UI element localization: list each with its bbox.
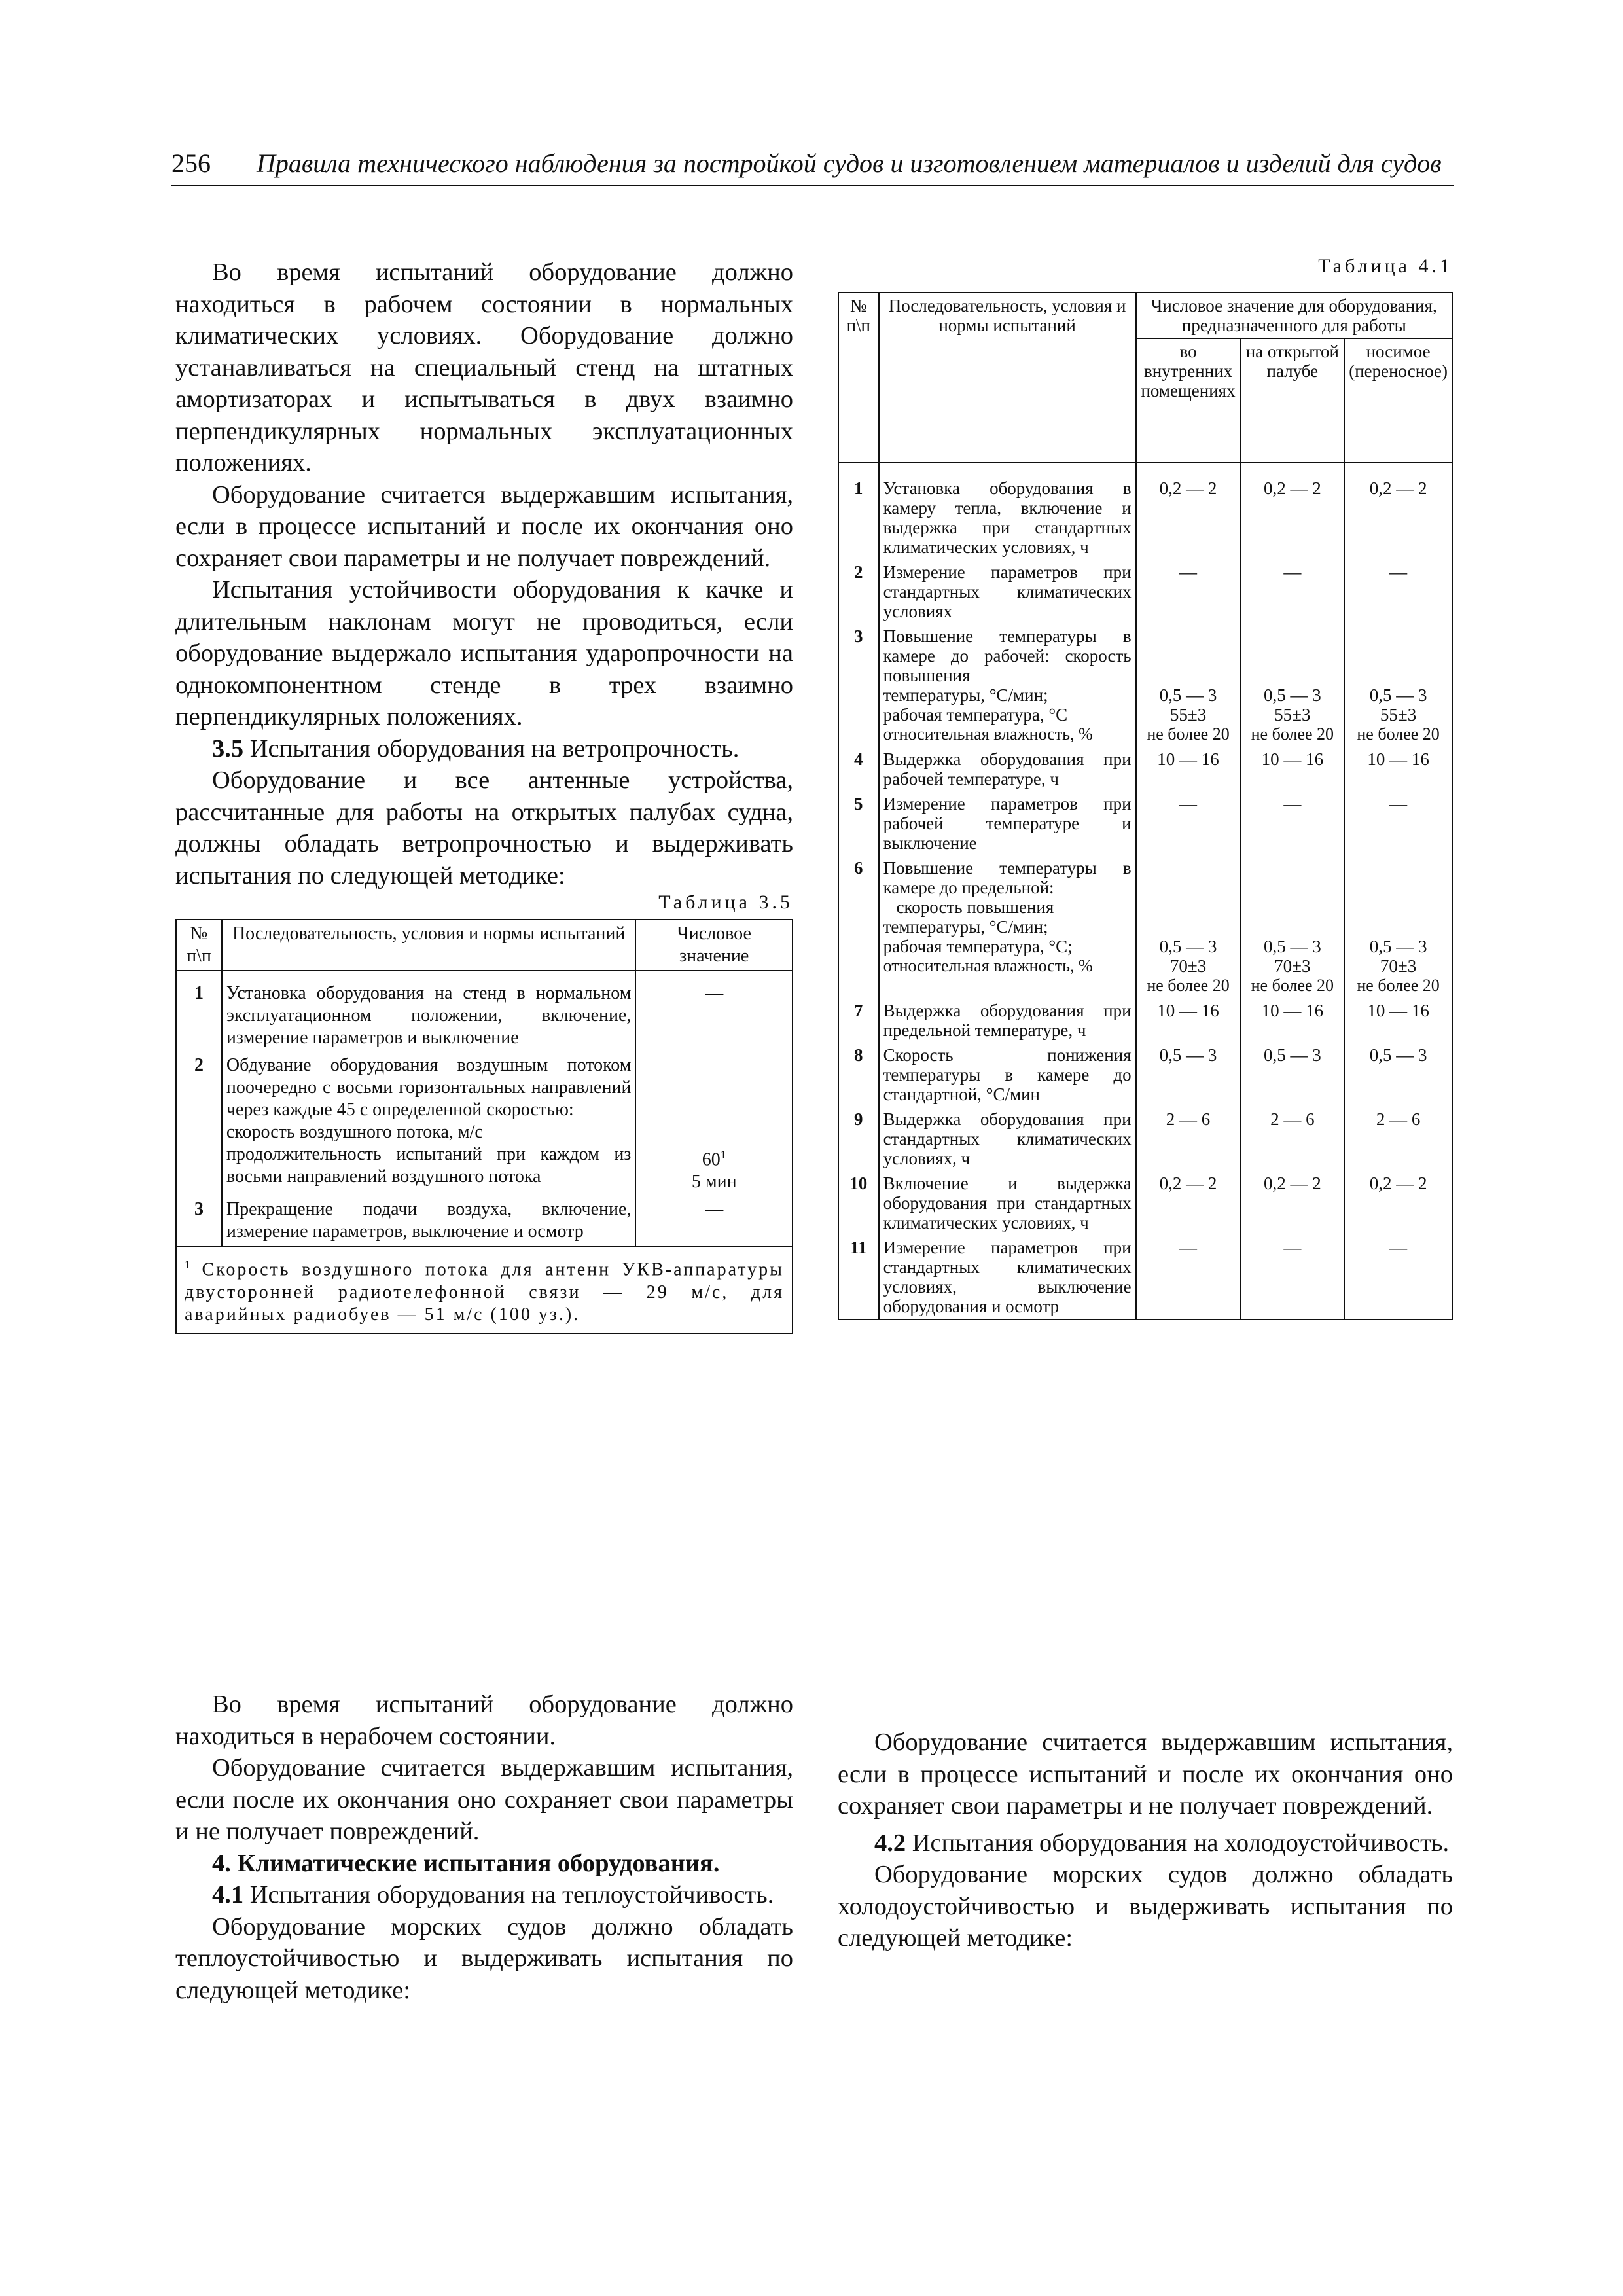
- table-header-row: [176, 920, 793, 971]
- row-value: —: [1241, 1235, 1345, 1319]
- section-number: 3.5: [212, 734, 244, 762]
- row-value: —: [1136, 1235, 1241, 1319]
- paragraph: Оборудование считается выдержавшим испытания, если в процессе испытаний и после их окончания оно сохраняет свои параметры и не получает повреждений.: [838, 1729, 1453, 1820]
- right-column: [838, 255, 1453, 1320]
- table-row: 8 Скорость понижения температуры в камере до стандартной, °С/мин 0,5 — 3 0,5 — 3 0,5 — 3: [838, 1043, 1452, 1107]
- row-value: 0,5 — 3: [1241, 1043, 1345, 1107]
- table-row: 5 Измерение параметров при рабочей температуре и выключение — — —: [838, 791, 1452, 855]
- row-text: Выдержка оборудования при стандартных климатических условиях, ч: [879, 1107, 1136, 1171]
- row-text: Включение и выдержка оборудования при стандартных климатических условиях, ч: [879, 1171, 1136, 1235]
- row-value: 2 — 6: [1136, 1107, 1241, 1171]
- left-column: [175, 257, 793, 1334]
- row-value: 0,5 — 3: [1344, 1043, 1452, 1107]
- table-row: 4 Выдержка оборудования при рабочей температуре, ч 10 — 16 10 — 16 10 — 16: [838, 747, 1452, 791]
- header-open-deck: на открытой палубе: [1241, 338, 1345, 463]
- table-note-row: [176, 1246, 793, 1333]
- row-text: Выдержка оборудования при предельной температуре, ч: [879, 998, 1136, 1043]
- section-heading: [175, 733, 793, 765]
- row-text: Выдержка оборудования при рабочей температуре, ч: [879, 747, 1136, 791]
- row-text: температуры, °С/мин;: [883, 917, 1048, 937]
- page-number: 256: [171, 149, 211, 178]
- row-value: 10 — 16: [1241, 998, 1345, 1043]
- row-text: Измерение параметров при рабочей температуре и выключение: [879, 791, 1136, 855]
- row-text: рабочая температура, °С;: [883, 937, 1073, 956]
- paragraph: Во время испытаний оборудование должно находиться в рабочем состоянии в нормальных климатических условиях. Оборудование должно устанавливаться на специальный стенд на штатных амортизаторах и испытываться в двух взаимно перпендикулярных нормальных эксплуатационных положениях.: [175, 259, 793, 476]
- row-text: Повышение температуры в камере до предельной:: [883, 858, 1132, 897]
- header-num: № п\п: [176, 920, 222, 971]
- row-value: 0,2 — 2: [1344, 476, 1452, 560]
- paragraph: Оборудование морских судов должно обладать холодоустойчивостью и выдерживать испытания по следующей методике:: [838, 1861, 1453, 1952]
- row-value: 0,2 — 2: [1241, 476, 1345, 560]
- row-value: 10 — 16: [1344, 998, 1452, 1043]
- row-value: —: [1136, 791, 1241, 855]
- row-text: Измерение параметров при стандартных климатических условиях: [879, 560, 1136, 624]
- table-row: 6 Повышение температуры в камере до предельной: скорость повышения температуры, °С/мин; рабочая температура, °С; относительная влажность, % 0,5 — 3 70±3 не более 20 0,5 — 3 70±3 не более 20 0,5 — 3 70±3 не более 20: [838, 855, 1452, 998]
- row-text: Установка оборудования в камеру тепла, включение и выдержка при стандартных климатических условиях, ч: [879, 476, 1136, 560]
- row-text: Прекращение подачи воздуха, включение, измерение параметров, выключение и осмотр: [222, 1196, 636, 1246]
- table-row: 3 Повышение температуры в камере до рабочей: скорость повышения температуры, °С/мин; рабочая температура, °С относительная влажность, % 0,5 — 3 55±3 не более 20 0,5 — 3 55±3 не более 20 0,5 — 3 55±3 не более 20: [838, 624, 1452, 747]
- header-value: Числовое значение: [635, 920, 793, 971]
- row-value: 2 — 6: [1241, 1107, 1345, 1171]
- row-value: 2 — 6: [1344, 1107, 1452, 1171]
- row-value: —: [1344, 1235, 1452, 1319]
- row-text: относительная влажность, %: [883, 956, 1093, 975]
- page-header: [171, 144, 1454, 186]
- table-3-5: [175, 919, 793, 1334]
- section-heading: [175, 1879, 793, 1911]
- header-sequence: Последовательность, условия и нормы испытаний: [879, 293, 1136, 463]
- table-header-row: [838, 293, 1452, 338]
- row-value: —: [1241, 791, 1345, 855]
- row-text: рабочая температура, °С: [883, 705, 1068, 725]
- paragraph: Во время испытаний оборудование должно находиться в нерабочем состоянии.: [175, 1691, 793, 1750]
- section-number: 4.1: [212, 1881, 244, 1909]
- row-text: Обдувание оборудования воздушным потоком поочередно с восьми горизонтальных направлений через каждые 45 с определенной скоростью:: [226, 1055, 632, 1120]
- table-row: 11 Измерение параметров при стандартных климатических условиях, выключение оборудования и осмотр — — —: [838, 1235, 1452, 1319]
- section-title: Испытания оборудования на ветропрочность.: [243, 734, 740, 762]
- row-value: 0,2 — 2: [1136, 476, 1241, 560]
- row-value: —: [635, 980, 793, 1052]
- header-num: № п\п: [838, 293, 879, 463]
- table-row: [176, 1052, 793, 1196]
- table-footnote: $^1$ Скорость воздушного потока для антенн УКВ-аппаратуры двусторонней радиотелефонной связи — 29 м/с, для аварийных радиобуев — 51 м/с (100 уз.).: [176, 1246, 793, 1333]
- row-value: —: [635, 1196, 793, 1246]
- table-caption: Таблица 3.5: [658, 891, 793, 913]
- row-text: продолжительность испытаний при каждом из восьми направлений воздушного потока: [226, 1144, 632, 1187]
- row-text: температуры, °С/мин;: [883, 685, 1048, 705]
- table-row: [176, 1196, 793, 1246]
- paragraph: Испытания устойчивости оборудования к качке и длительным наклонам могут не проводиться, если оборудование выдержало испытания ударопрочности на однокомпонентном стенде в трех взаимно перпендикулярных положениях.: [175, 576, 793, 730]
- paragraph: Оборудование морских судов должно обладать теплоустойчивостью и выдерживать испытания по следующей методике:: [175, 1912, 793, 2004]
- row-value: 10 — 16: [1136, 998, 1241, 1043]
- section-heading: 4. Климатические испытания оборудования.: [212, 1849, 720, 1877]
- table-row: [176, 980, 793, 1052]
- row-text: Повышение температуры в камере до рабочей: скорость повышения: [883, 626, 1132, 685]
- running-title: Правила технического наблюдения за постройкой судов и изготовлением материалов и изделий для судов: [257, 149, 1442, 178]
- row-text: Скорость понижения температуры в камере до стандартной, °С/мин: [879, 1043, 1136, 1107]
- paragraph: Оборудование и все антенные устройства, рассчитанные для работы на открытых палубах судна, должны обладать ветропрочностью и выдерживать испытания по следующей методике:: [175, 766, 793, 889]
- row-text: Установка оборудования на стенд в нормальном эксплуатационном положении, включение, измерение параметров и выключение: [222, 980, 636, 1052]
- row-value: —: [1241, 560, 1345, 624]
- row-value: 5 мин: [691, 1172, 737, 1193]
- row-num: 2: [176, 1052, 222, 1196]
- row-value: 0,2 — 2: [1344, 1171, 1452, 1235]
- row-value: 0,5 — 3: [1136, 1043, 1241, 1107]
- header-portable: носимое (переносное): [1344, 338, 1452, 463]
- table-4-1: [838, 292, 1453, 1320]
- row-value: 10 — 16: [1241, 747, 1345, 791]
- row-value: $60^1$: [702, 1148, 726, 1170]
- row-value: 0,2 — 2: [1241, 1171, 1345, 1235]
- table-row: 10 Включение и выдержка оборудования при стандартных климатических условиях, ч 0,2 — 2 0,2 — 2 0,2 — 2: [838, 1171, 1452, 1235]
- row-value: 10 — 16: [1344, 747, 1452, 791]
- row-value: 0,2 — 2: [1136, 1171, 1241, 1235]
- row-num: 3: [176, 1196, 222, 1246]
- right-column-lower: [838, 1727, 1453, 1954]
- section-heading: [838, 1827, 1453, 1859]
- left-column-lower: [175, 1689, 793, 2006]
- section-title: Испытания оборудования на теплоустойчивость.: [243, 1881, 774, 1909]
- row-text: относительная влажность, %: [883, 725, 1093, 744]
- header-indoor: во внутренних помещениях: [1136, 338, 1241, 463]
- paragraph: Оборудование считается выдержавшим испытания, если в процессе испытаний и после их окончания оно сохраняет свои параметры и не получает повреждений.: [175, 480, 793, 572]
- table-row: 1 Установка оборудования в камеру тепла, включение и выдержка при стандартных климатических условиях, ч 0,2 — 2 0,2 — 2 0,2 — 2: [838, 476, 1452, 560]
- table-row: 2 Измерение параметров при стандартных климатических условиях — — —: [838, 560, 1452, 624]
- row-num: 1: [176, 980, 222, 1052]
- row-value: —: [1136, 560, 1241, 624]
- row-text: скорость воздушного потока, м/с: [226, 1122, 483, 1142]
- table-row: 9 Выдержка оборудования при стандартных климатических условиях, ч 2 — 6 2 — 6 2 — 6: [838, 1107, 1452, 1171]
- section-title: Испытания оборудования на холодоустойчивость.: [906, 1829, 1450, 1857]
- paragraph: Оборудование считается выдержавшим испытания, если после их окончания оно сохраняет свои параметры и не получает повреждений.: [175, 1754, 793, 1845]
- row-text: Измерение параметров при стандартных климатических условиях, выключение оборудования и осмотр: [879, 1235, 1136, 1319]
- row-value: 10 — 16: [1136, 747, 1241, 791]
- header-sequence: Последовательность, условия и нормы испытаний: [222, 920, 636, 971]
- row-value: —: [1344, 791, 1452, 855]
- row-text: скорость повышения: [896, 897, 1054, 917]
- row-value: —: [1344, 560, 1452, 624]
- table-caption: Таблица 4.1: [1318, 255, 1453, 277]
- section-number: 4.2: [874, 1829, 906, 1857]
- table-row: 7 Выдержка оборудования при предельной температуре, ч 10 — 16 10 — 16 10 — 16: [838, 998, 1452, 1043]
- header-group: Числовое значение для оборудования, предназначенного для работы: [1136, 293, 1452, 338]
